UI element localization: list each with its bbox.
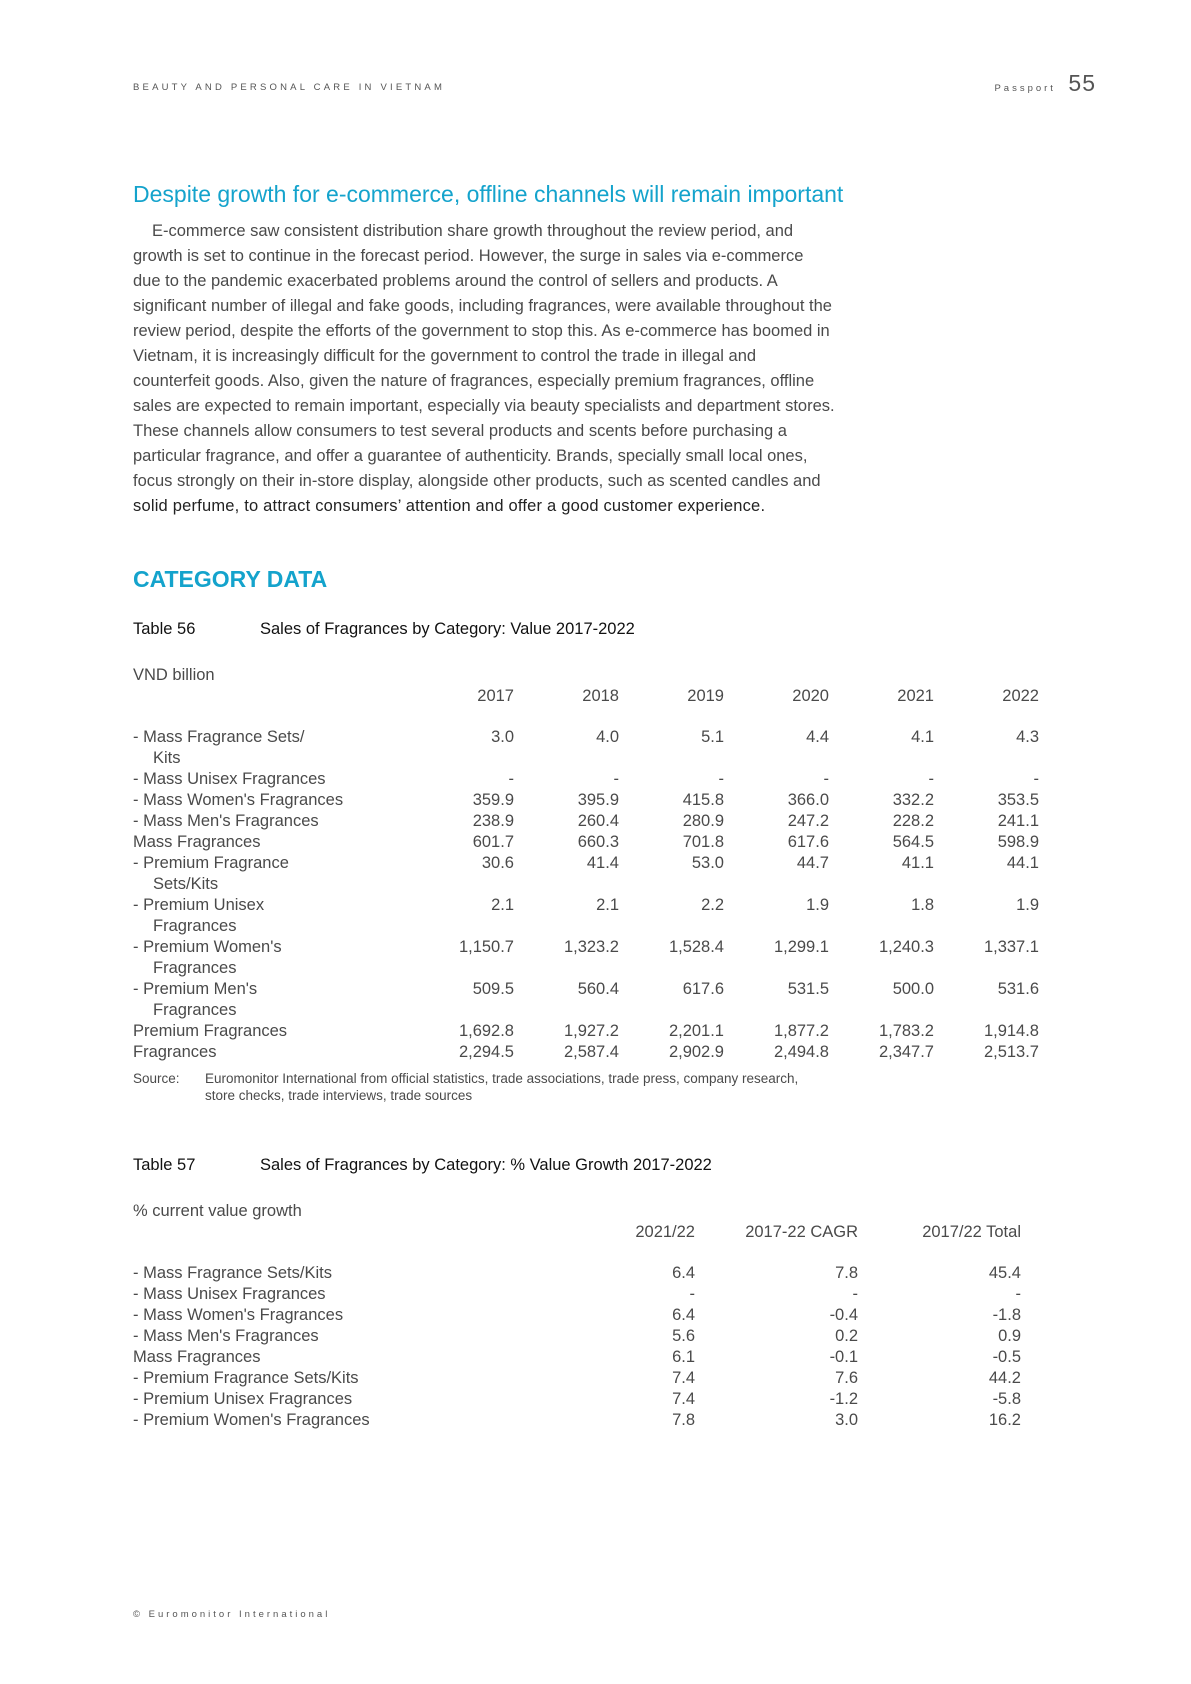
- table-row: [133, 811, 1039, 832]
- table-cell: 531.6: [997, 980, 1039, 998]
- row-label-text: - Premium Women's: [133, 938, 282, 956]
- table-cell: 598.9: [997, 833, 1039, 851]
- row-label: [133, 1042, 409, 1063]
- table-cell: -: [689, 1285, 695, 1303]
- table-cell: 1,927.2: [563, 1022, 619, 1040]
- table-row: [133, 1021, 1039, 1042]
- row-label-continuation: Kits: [153, 749, 181, 767]
- table-row: [133, 1326, 1021, 1347]
- table-cell: 247.2: [787, 812, 829, 830]
- brand-name: Passport: [994, 83, 1056, 94]
- row-label-text: - Premium Men's: [133, 980, 258, 998]
- table-cell: 44.2: [988, 1369, 1021, 1387]
- table56-title: Sales of Fragrances by Category: Value 2017-2022: [260, 620, 635, 638]
- paragraph-line: significant number of illegal and fake goods, including fragrances, were available throughout the: [133, 297, 832, 315]
- table-cell: 1,337.1: [983, 938, 1039, 956]
- row-label-text: - Premium Fragrance: [133, 854, 289, 872]
- row-label-text: - Mass Fragrance Sets/: [133, 728, 305, 746]
- table-cell: 0.2: [835, 1327, 858, 1345]
- table-cell: 2,347.7: [878, 1043, 934, 1061]
- column-header: 2017/22 Total: [922, 1223, 1021, 1241]
- table-row: [133, 790, 1039, 811]
- table-cell: 660.3: [577, 833, 619, 851]
- page-header-right: [994, 70, 1096, 97]
- table-row: [133, 832, 1039, 853]
- row-label-text: - Mass Men's Fragrances: [133, 1327, 319, 1345]
- table-cell: 1,692.8: [458, 1022, 514, 1040]
- table-cell: 260.4: [577, 812, 619, 830]
- paragraph-line: counterfeit goods. Also, given the nature of fragrances, especially premium fragrances, offline: [133, 372, 815, 390]
- paragraph-line: E-commerce saw consistent distribution share growth throughout the review period, and: [152, 222, 794, 240]
- row-label-continuation: Fragrances: [153, 1001, 237, 1019]
- table-row: [133, 1347, 1021, 1368]
- table-cell: 1,299.1: [773, 938, 829, 956]
- table-cell: 280.9: [682, 812, 724, 830]
- table-cell: 241.1: [997, 812, 1039, 830]
- table-cell: -: [928, 770, 934, 788]
- body-paragraph: [133, 219, 913, 519]
- table-cell: 5.1: [701, 728, 724, 746]
- table-cell: 4.3: [1016, 728, 1039, 746]
- table-cell: 30.6: [481, 854, 514, 872]
- table-cell: 359.9: [472, 791, 514, 809]
- table-cell: 509.5: [472, 980, 514, 998]
- column-header: 2022: [1002, 687, 1039, 705]
- table-row: [133, 727, 1039, 769]
- table57-header-blank: [133, 1222, 533, 1263]
- table56: [133, 686, 1039, 1063]
- table57: [133, 1222, 1021, 1431]
- table-row: [133, 1042, 1039, 1063]
- table-cell: 6.4: [672, 1264, 695, 1282]
- table-cell: 7.4: [672, 1369, 695, 1387]
- table-row: [133, 895, 1039, 937]
- table-cell: 1.9: [806, 896, 829, 914]
- table-cell: 2,294.5: [458, 1043, 514, 1061]
- table-row: [133, 937, 1039, 979]
- table57-number: Table 57: [133, 1156, 196, 1174]
- table-cell: 531.5: [787, 980, 829, 998]
- paragraph-line: review period, despite the efforts of the government to stop this. As e-commerce has boomed in: [133, 322, 830, 340]
- table-cell: -: [508, 770, 514, 788]
- table-row: [133, 1263, 1021, 1284]
- row-label-continuation: Fragrances: [153, 917, 237, 935]
- column-header: 2017: [477, 687, 514, 705]
- table-cell: 44.1: [1006, 854, 1039, 872]
- table-cell: 617.6: [787, 833, 829, 851]
- table-cell: -1.8: [992, 1306, 1021, 1324]
- table-cell: 5.6: [672, 1327, 695, 1345]
- table-row: [133, 853, 1039, 895]
- table-cell: 4.1: [911, 728, 934, 746]
- table-cell: 701.8: [682, 833, 724, 851]
- row-label-text: Mass Fragrances: [133, 1348, 261, 1366]
- row-label-text: - Mass Women's Fragrances: [133, 1306, 344, 1324]
- row-label: [133, 1368, 533, 1389]
- paragraph-line: growth is set to continue in the forecast period. However, the surge in sales via e-commerce: [133, 247, 804, 265]
- table-cell: 2,201.1: [668, 1022, 724, 1040]
- table-cell: 2,513.7: [983, 1043, 1039, 1061]
- report-title: BEAUTY AND PERSONAL CARE IN VIETNAM: [133, 82, 446, 93]
- table-cell: 2,494.8: [773, 1043, 829, 1061]
- table-cell: 7.8: [672, 1411, 695, 1429]
- source-text: [205, 1070, 905, 1104]
- table-cell: 1,150.7: [458, 938, 514, 956]
- table-cell: 45.4: [988, 1264, 1021, 1282]
- paragraph-line: focus strongly on their in-store display, alongside other products, such as scented candles and: [133, 472, 821, 490]
- row-label-text: - Mass Men's Fragrances: [133, 812, 319, 830]
- row-label: [133, 1263, 533, 1284]
- paragraph-line: due to the pandemic exacerbated problems around the control of sellers and products. A: [133, 272, 778, 290]
- table-cell: 500.0: [892, 980, 934, 998]
- row-label: [133, 895, 409, 937]
- column-header: 2021/22: [635, 1223, 695, 1241]
- row-label: [133, 832, 409, 853]
- paragraph-line: particular fragrance, and offer a guarantee of authenticity. Brands, specially small local ones,: [133, 447, 808, 465]
- table-cell: 1,783.2: [878, 1022, 934, 1040]
- table56-unit: VND billion: [133, 666, 215, 684]
- row-label-text: - Premium Fragrance Sets/Kits: [133, 1369, 359, 1387]
- table-cell: 7.8: [835, 1264, 858, 1282]
- row-label: [133, 979, 409, 1021]
- page-number: 55: [1068, 70, 1096, 96]
- table-cell: 1,528.4: [668, 938, 724, 956]
- row-label: [133, 1305, 533, 1326]
- table-row: [133, 769, 1039, 790]
- source-line: Euromonitor International from official statistics, trade associations, trade press, company research,: [205, 1071, 799, 1086]
- source-label: Source:: [133, 1071, 180, 1086]
- table-cell: 0.9: [998, 1327, 1021, 1345]
- table-cell: 44.7: [796, 854, 829, 872]
- table-cell: 564.5: [892, 833, 934, 851]
- table57-header-row: [133, 1222, 1021, 1263]
- column-header: 2017-22 CAGR: [745, 1223, 858, 1241]
- table-row: [133, 1389, 1021, 1410]
- row-label-text: Fragrances: [133, 1043, 217, 1061]
- table-cell: -: [823, 770, 829, 788]
- paragraph-line: Vietnam, it is increasingly difficult for the government to control the trade in illegal and: [133, 347, 757, 365]
- row-label-continuation: Sets/Kits: [153, 875, 219, 893]
- row-label: [133, 1347, 533, 1368]
- row-label: [133, 1021, 409, 1042]
- row-label-text: - Premium Women's Fragrances: [133, 1411, 370, 1429]
- table-cell: 2.1: [596, 896, 619, 914]
- row-label: [133, 727, 409, 769]
- table-cell: 395.9: [577, 791, 619, 809]
- source-line: store checks, trade interviews, trade sources: [205, 1088, 473, 1103]
- table-cell: 3.0: [835, 1411, 858, 1429]
- table-row: [133, 1284, 1021, 1305]
- table57-caption: [133, 1156, 712, 1175]
- table-cell: 353.5: [997, 791, 1039, 809]
- table-cell: 617.6: [682, 980, 724, 998]
- row-label: [133, 769, 409, 790]
- section-heading: Despite growth for e-commerce, offline channels will remain important: [133, 181, 844, 207]
- row-label-text: - Mass Fragrance Sets/Kits: [133, 1264, 332, 1282]
- table-cell: 1.8: [911, 896, 934, 914]
- table-cell: 2,587.4: [563, 1043, 619, 1061]
- table-cell: 7.6: [835, 1369, 858, 1387]
- table-cell: 1,877.2: [773, 1022, 829, 1040]
- table-cell: 228.2: [892, 812, 934, 830]
- paragraph-line: solid perfume, to attract consumers’ attention and offer a good customer experience.: [133, 497, 766, 515]
- table-cell: -0.4: [829, 1306, 858, 1324]
- table-cell: -: [1015, 1285, 1021, 1303]
- row-label: [133, 937, 409, 979]
- row-label-text: - Mass Women's Fragrances: [133, 791, 344, 809]
- table-cell: -: [852, 1285, 858, 1303]
- table-cell: 3.0: [491, 728, 514, 746]
- column-header: 2018: [582, 687, 619, 705]
- footer-copyright: © Euromonitor International: [133, 1609, 331, 1620]
- row-label: [133, 1389, 533, 1410]
- table-cell: 1.9: [1016, 896, 1039, 914]
- table56-number: Table 56: [133, 620, 196, 638]
- table-cell: 6.1: [672, 1348, 695, 1366]
- table-cell: -1.2: [829, 1390, 858, 1408]
- table-cell: 332.2: [892, 791, 934, 809]
- row-label-text: Mass Fragrances: [133, 833, 261, 851]
- table-cell: -: [1033, 770, 1039, 788]
- table-cell: 7.4: [672, 1390, 695, 1408]
- table-row: [133, 1305, 1021, 1326]
- table-cell: 2.2: [701, 896, 724, 914]
- row-label: [133, 1326, 533, 1347]
- row-label-text: - Mass Unisex Fragrances: [133, 1285, 326, 1303]
- row-label-text: - Premium Unisex Fragrances: [133, 1390, 353, 1408]
- table-cell: 41.4: [586, 854, 619, 872]
- table-cell: 560.4: [577, 980, 619, 998]
- table57-title: Sales of Fragrances by Category: % Value Growth 2017-2022: [260, 1156, 712, 1174]
- category-data-heading: CATEGORY DATA: [133, 566, 328, 592]
- table-cell: 415.8: [682, 791, 724, 809]
- row-label: [133, 811, 409, 832]
- table-cell: 1,240.3: [878, 938, 934, 956]
- row-label-continuation: Fragrances: [153, 959, 237, 977]
- table-cell: -0.5: [992, 1348, 1021, 1366]
- table-cell: 2.1: [491, 896, 514, 914]
- row-label-text: - Mass Unisex Fragrances: [133, 770, 326, 788]
- table-cell: 16.2: [988, 1411, 1021, 1429]
- row-label-text: - Premium Unisex: [133, 896, 265, 914]
- table-cell: 2,902.9: [668, 1043, 724, 1061]
- table57-unit: % current value growth: [133, 1202, 302, 1220]
- row-label: [133, 1410, 533, 1431]
- table-row: [133, 1410, 1021, 1431]
- row-label-text: Premium Fragrances: [133, 1022, 288, 1040]
- row-label: [133, 1284, 533, 1305]
- table-cell: 1,914.8: [983, 1022, 1039, 1040]
- table-cell: 6.4: [672, 1306, 695, 1324]
- row-label: [133, 853, 409, 895]
- table-cell: -0.1: [829, 1348, 858, 1366]
- table-cell: -: [613, 770, 619, 788]
- table-cell: -: [718, 770, 724, 788]
- table-cell: 238.9: [472, 812, 514, 830]
- table56-header-row: [133, 686, 1039, 727]
- table-row: [133, 979, 1039, 1021]
- table56-header-blank: [133, 686, 409, 727]
- column-header: 2021: [897, 687, 934, 705]
- table-cell: 366.0: [787, 791, 829, 809]
- table-cell: 4.4: [806, 728, 829, 746]
- column-header: 2019: [687, 687, 724, 705]
- table-cell: 1,323.2: [563, 938, 619, 956]
- column-header: 2020: [792, 687, 829, 705]
- table-cell: 601.7: [472, 833, 514, 851]
- table-cell: -5.8: [992, 1390, 1021, 1408]
- row-label: [133, 790, 409, 811]
- table56-caption: [133, 620, 635, 639]
- table-cell: 41.1: [901, 854, 934, 872]
- paragraph-line: sales are expected to remain important, especially via beauty specialists and department stores.: [133, 397, 835, 415]
- paragraph-line: These channels allow consumers to test several products and scents before purchasing a: [133, 422, 787, 440]
- table-row: [133, 1368, 1021, 1389]
- table-cell: 4.0: [596, 728, 619, 746]
- table-cell: 53.0: [691, 854, 724, 872]
